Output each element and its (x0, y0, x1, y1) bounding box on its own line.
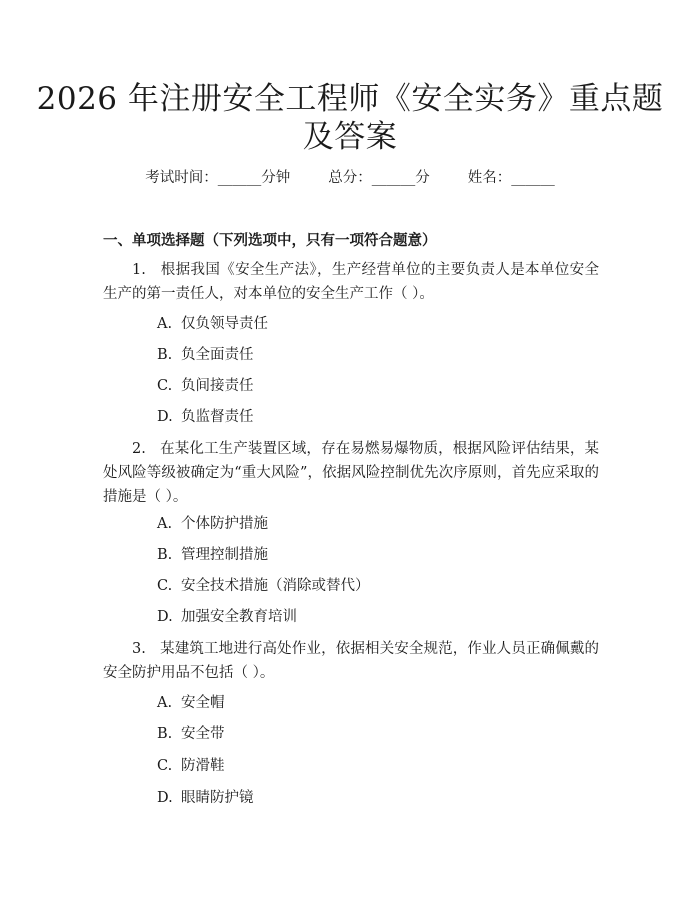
document-title-line1: 2026 年注册安全工程师《安全实务》重点题 (36, 81, 664, 117)
option-2c (157, 575, 370, 597)
question-number: 2. (132, 441, 146, 457)
option-1c (157, 375, 254, 397)
question-number: 3. (132, 641, 146, 657)
question-text: 根据我国《安全生产法》，生产经营单位的主要负责人是本单位安全生产的第一责任人，对本单位的安全生产工作（ ）。 (103, 262, 600, 302)
option-letter: A. (157, 316, 173, 332)
option-text: 负监督责任 (181, 409, 254, 425)
option-letter: B. (157, 726, 173, 742)
option-1a (157, 313, 268, 335)
section-heading: 一、单项选择题（下列选项中，只有一项符合题意） (103, 232, 437, 249)
option-text: 防滑鞋 (181, 758, 225, 774)
option-2d (157, 606, 297, 628)
option-text: 加强安全教育培训 (181, 609, 297, 625)
option-letter: D. (157, 409, 173, 425)
question-1 (103, 258, 599, 306)
option-text: 眼睛防护镜 (181, 790, 254, 806)
option-1b (157, 344, 254, 366)
option-text: 管理控制措施 (181, 547, 268, 563)
option-text: 安全帽 (181, 695, 225, 711)
option-1d (157, 406, 254, 428)
total-score-label: 总分：______分 (328, 170, 430, 186)
question-number: 1. (132, 262, 146, 278)
option-letter: D. (157, 790, 173, 806)
exam-meta (0, 167, 700, 189)
question-text: 某建筑工地进行高处作业，依据相关安全规范，作业人员正确佩戴的安全防护用品不包括（ ）。 (103, 641, 599, 681)
option-text: 仅负领导责任 (181, 316, 268, 332)
option-text: 负全面责任 (181, 347, 254, 363)
option-3b (157, 723, 225, 745)
student-name-label: 姓名：______ (467, 170, 555, 186)
option-letter: B. (157, 547, 173, 563)
option-3a (157, 692, 225, 714)
option-2a (157, 513, 268, 535)
question-text: 在某化工生产装置区域，存在易燃易爆物质，根据风险评估结果，某处风险等级被确定为“重大风险”，依据风险控制优先次序原则，首先应采取的措施是（ ）。 (103, 441, 599, 505)
option-text: 个体防护措施 (181, 516, 268, 532)
option-3c (157, 755, 225, 777)
document-title-line2: 及答案 (302, 119, 398, 155)
question-2 (103, 437, 599, 509)
option-letter: C. (157, 758, 173, 774)
option-text: 安全技术措施（消除或替代） (181, 578, 370, 594)
option-letter: B. (157, 347, 173, 363)
option-letter: A. (157, 516, 173, 532)
option-text: 安全带 (181, 726, 225, 742)
option-3d (157, 787, 254, 809)
option-text: 负间接责任 (181, 378, 254, 394)
option-letter: A. (157, 695, 173, 711)
option-letter: C. (157, 378, 173, 394)
option-2b (157, 544, 268, 566)
question-3 (103, 637, 599, 685)
option-letter: D. (157, 609, 173, 625)
exam-time-label: 考试时间：______分钟 (145, 170, 291, 186)
option-letter: C. (157, 578, 173, 594)
